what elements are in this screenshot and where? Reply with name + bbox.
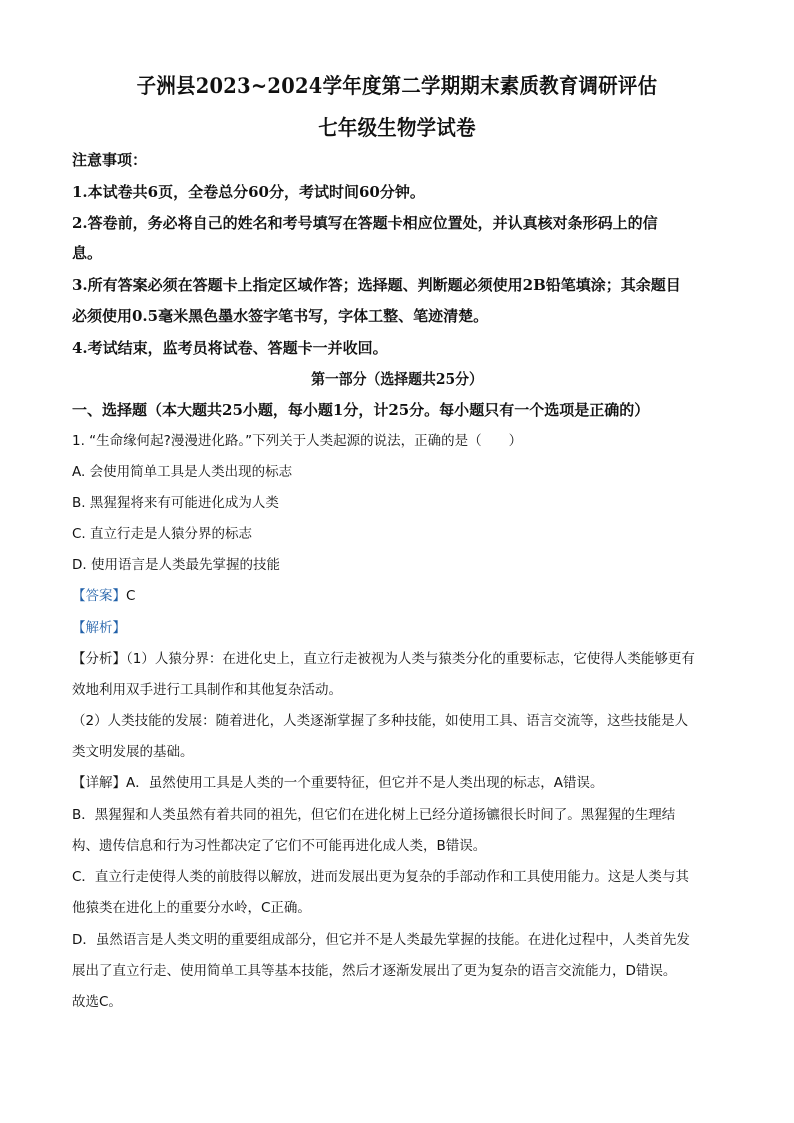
conclusion: 故选C。 xyxy=(72,994,122,1010)
analysis-1-text: （1）人猿分界：在进化史上，直立行走被视为人类与猿类分化的重要标志，它使得人类能够更有 xyxy=(126,651,695,667)
answer-line xyxy=(72,586,135,606)
analysis-1-label: 【分析】 xyxy=(72,651,126,667)
detail-c-cont: 他猿类在进化上的重要分水岭，C正确。 xyxy=(72,900,311,916)
notice-item-2-cont: 息。 xyxy=(72,244,103,262)
option-b: B. 黑猩猩将来有可能进化成为人类 xyxy=(72,495,279,511)
detail-label: 【详解】 xyxy=(72,775,126,791)
detail-d-cont: 展出了直立行走、使用简单工具等基本技能，然后才逐渐发展出了更为复杂的语言交流能力，D错误。 xyxy=(72,963,677,979)
detail-a xyxy=(72,773,603,793)
detail-a-text: A．虽然使用工具是人类的一个重要特征，但它并不是人类出现的标志，A错误。 xyxy=(126,775,604,791)
question-stem: 1. “生命缘何起?漫漫进化路。”下列关于人类起源的说法，正确的是（ ） xyxy=(72,433,523,449)
analysis-1-cont: 效地利用双手进行工具制作和其他复杂活动。 xyxy=(72,682,342,698)
page-title: 子洲县2023~2024学年度第二学期期末素质教育调研评估 xyxy=(136,73,658,98)
analysis-2: （2）人类技能的发展：随着进化，人类逐渐掌握了多种技能，如使用工具、语言交流等，这些技能是人 xyxy=(72,713,689,729)
analysis-2-cont: 类文明发展的基础。 xyxy=(72,744,194,760)
detail-c: C．直立行走使得人类的前肢得以解放，进而发展出更为复杂的手部动作和工具使用能力。这是人类与其 xyxy=(72,869,689,885)
answer-label: 【答案】 xyxy=(72,588,126,604)
notice-item-1: 1.本试卷共6页，全卷总分60分，考试时间60分钟。 xyxy=(72,183,425,201)
detail-b-cont: 构、遗传信息和行为习性都决定了它们不可能再进化成人类，B错误。 xyxy=(72,838,487,854)
notice-item-4: 4.考试结束，监考员将试卷、答题卡一并收回。 xyxy=(72,339,388,357)
notice-heading: 注意事项： xyxy=(72,151,148,169)
option-c: C. 直立行走是人猿分界的标志 xyxy=(72,526,253,542)
page-subtitle: 七年级生物学试卷 xyxy=(318,115,476,140)
option-d: D. 使用语言是人类最先掌握的技能 xyxy=(72,557,280,573)
detail-b: B．黑猩猩和人类虽然有着共同的祖先，但它们在进化树上已经分道扬镳很长时间了。黑猩猩的生理结 xyxy=(72,807,676,823)
analysis-label: 【解析】 xyxy=(72,620,126,636)
part-heading: 第一部分（选择题共25分） xyxy=(311,370,483,388)
analysis-1 xyxy=(72,649,695,669)
answer-value: C xyxy=(126,588,136,604)
section-heading: 一、选择题（本大题共25小题，每小题1分，计25分。每小题只有一个选项是正确的） xyxy=(72,401,650,419)
option-a: A. 会使用简单工具是人类出现的标志 xyxy=(72,464,293,480)
notice-item-3: 3.所有答案必须在答题卡上指定区域作答；选择题、判断题必须使用2B铅笔填涂；其余题目 xyxy=(72,276,681,294)
notice-item-3-cont: 必须使用0.5毫米黑色墨水签字笔书写，字体工整、笔迹清楚。 xyxy=(72,307,489,325)
notice-item-2: 2.答卷前，务必将自己的姓名和考号填写在答题卡相应位置处，并认真核对条形码上的信 xyxy=(72,214,658,232)
detail-d: D．虽然语言是人类文明的重要组成部分，但它并不是人类最先掌握的技能。在进化过程中，人类首先发 xyxy=(72,932,690,948)
